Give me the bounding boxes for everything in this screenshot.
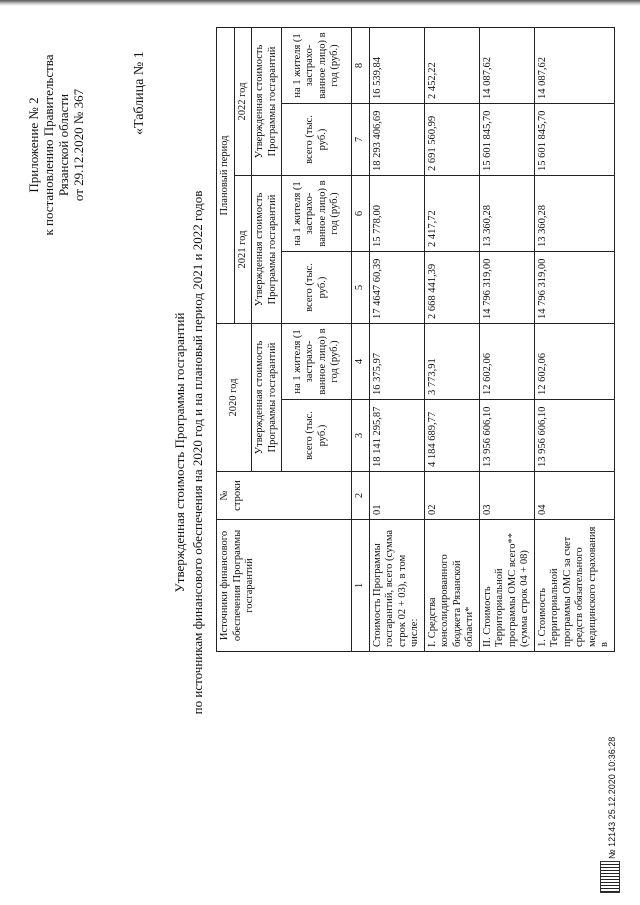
cell-2020-per-resident: 3 773,91 bbox=[424, 324, 479, 400]
appendix-region: Рязанской области bbox=[56, 93, 71, 197]
header-per-resident-2020: на 1 жителя (1 застрахо-ванное лицо) в год (руб.) bbox=[282, 324, 352, 400]
header-year-2022: 2022 год bbox=[234, 28, 252, 176]
header-year-2021: 2021 год bbox=[234, 176, 252, 324]
header-total-2020: всего (тыс. руб.) bbox=[282, 400, 352, 472]
header-approved-2020: Утвержденная стоимость Программы госгарантий bbox=[252, 324, 282, 472]
header-approved-2021: Утвержденная стоимость Программы госгарантий bbox=[252, 176, 282, 324]
cell-2020-total: 18 141 295,87 bbox=[369, 400, 424, 472]
cell-2022-total: 15 601 845,70 bbox=[534, 104, 614, 176]
cell-2022-total: 15 601 845,70 bbox=[479, 104, 534, 176]
table-row bbox=[534, 28, 614, 652]
document-subtitle: по источникам финансового обеспечения на 2020 год и на плановый период 2021 и 2022 годов bbox=[190, 190, 205, 715]
header-row-number: № строки bbox=[217, 472, 352, 520]
table-row bbox=[424, 28, 479, 652]
cell-2020-per-resident: 12 602,06 bbox=[534, 324, 614, 400]
header-source: Источники финансового обеспечения Программы госгарантий bbox=[217, 520, 352, 652]
cell-2022-per-resident: 16 539,84 bbox=[369, 28, 424, 104]
header-total-2022: всего (тыс. руб.) bbox=[282, 104, 352, 176]
cell-2020-per-resident: 16 375,97 bbox=[369, 324, 424, 400]
row-source-name: 1. Стоимость Территориальной программы ОМС за счет средств обязательного медицинского страхования в bbox=[534, 520, 614, 652]
cell-2022-total: 18 293 406,69 bbox=[369, 104, 424, 176]
header-total-2021: всего (тыс. руб.) bbox=[282, 252, 352, 324]
cell-2020-total: 4 184 689,77 bbox=[424, 400, 479, 472]
cell-2022-per-resident: 14 087,62 bbox=[479, 28, 534, 104]
header-per-resident-2022: на 1 жителя (1 застрахо-ванное лицо) в год (руб.) bbox=[282, 28, 352, 104]
column-number: 8 bbox=[352, 28, 370, 104]
cell-2020-total: 13 956 606,10 bbox=[479, 400, 534, 472]
appendix-date: от 29.12.2020 № 367 bbox=[71, 88, 86, 202]
cell-2021-per-resident: 13 360,28 bbox=[534, 176, 614, 252]
row-source-name: II. Стоимость Территориальной программы ОМС всего** (сумма строк 04 + 08) bbox=[479, 520, 534, 652]
cell-2021-total: 14 796 319,00 bbox=[479, 252, 534, 324]
row-source-name: Стоимость Программы госгарантий, всего (сумма строк 02 + 03), в том числе: bbox=[369, 520, 424, 652]
cell-2021-per-resident: 15 778,00 bbox=[369, 176, 424, 252]
row-number: 03 bbox=[479, 472, 534, 520]
column-number: 3 bbox=[352, 400, 370, 472]
appendix-resolution: к постановлению Правительства bbox=[41, 54, 56, 236]
cell-2021-total: 2 668 441,39 bbox=[424, 252, 479, 324]
cell-2021-per-resident: 2 417,72 bbox=[424, 176, 479, 252]
column-number: 7 bbox=[352, 104, 370, 176]
header-approved-2022: Утвержденная стоимость Программы госгарантий bbox=[252, 28, 282, 176]
row-number: 02 bbox=[424, 472, 479, 520]
cell-2021-total: 14 796 319,00 bbox=[534, 252, 614, 324]
cell-2020-per-resident: 12 602,06 bbox=[479, 324, 534, 400]
column-number: 5 bbox=[352, 252, 370, 324]
cell-2021-per-resident: 13 360,28 bbox=[479, 176, 534, 252]
row-number: 01 bbox=[369, 472, 424, 520]
table-row bbox=[369, 28, 424, 652]
document-title: Утвержденная стоимость Программы госгарантий bbox=[172, 312, 187, 593]
column-number: 4 bbox=[352, 324, 370, 400]
registration-barcode bbox=[600, 861, 620, 893]
appendix-header bbox=[26, 40, 86, 250]
table-row bbox=[479, 28, 534, 652]
cost-table bbox=[216, 27, 615, 652]
column-number: 6 bbox=[352, 176, 370, 252]
header-per-resident-2021: на 1 жителя (1 застрахо-ванное лицо) в год (руб.) bbox=[282, 176, 352, 252]
row-source-name: I. Средства консолидированного бюджета Рязанской области* bbox=[424, 520, 479, 652]
cell-2022-per-resident: 14 087,62 bbox=[534, 28, 614, 104]
header-year-2020: 2020 год bbox=[217, 324, 252, 472]
column-number: 2 bbox=[352, 472, 370, 520]
header-planned-period: Плановый период bbox=[217, 28, 235, 324]
cell-2020-total: 13 956 606,10 bbox=[534, 400, 614, 472]
cell-2022-total: 2 691 560,99 bbox=[424, 104, 479, 176]
registration-stamp: № 12143 25.12.2020 10:36:28 bbox=[607, 736, 617, 859]
header-row-1 bbox=[217, 28, 235, 652]
cell-2021-total: 17 4647 60,39 bbox=[369, 252, 424, 324]
column-number: 1 bbox=[352, 520, 370, 652]
cell-2022-per-resident: 2 452,22 bbox=[424, 28, 479, 104]
table-number-label: «Таблица № 1 bbox=[132, 51, 147, 135]
appendix-title: Приложение № 2 bbox=[26, 97, 41, 193]
row-number: 04 bbox=[534, 472, 614, 520]
column-number-row bbox=[352, 28, 370, 652]
